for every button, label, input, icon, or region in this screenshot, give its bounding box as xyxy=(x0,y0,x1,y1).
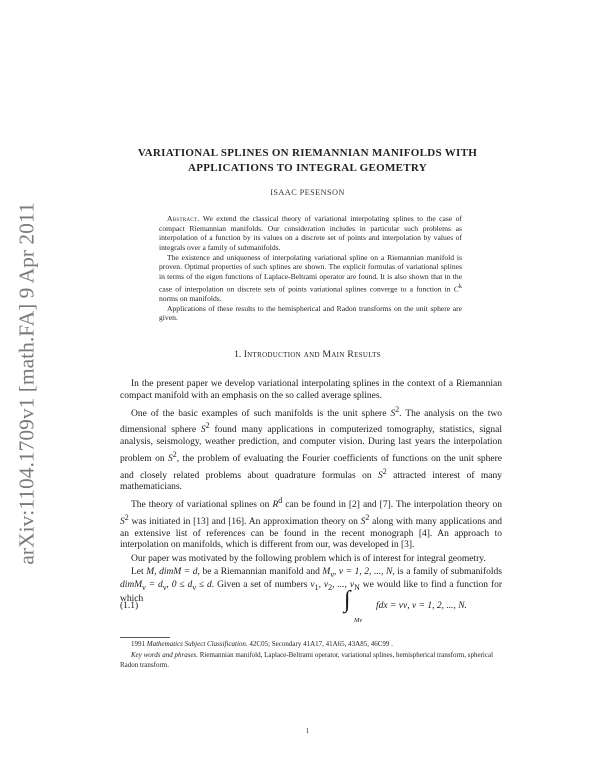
integral-sign: ∫ xyxy=(344,587,351,613)
arxiv-id[interactable]: arXiv:1104.1709v1 [math.FA] 9 Apr 2011 xyxy=(14,201,39,565)
abstract-paragraph-1 xyxy=(159,214,462,252)
body-paragraph-3: The theory of variational splines on $R^d$ can be found in [2] and [7]. The interpolation theory on $S^2$ was initiated in [13] and [16]. An approximation theory on $S^2$ along with many applications and an extensive list of references can be found in the recent monograph [4]. An approach to interpolation on manifolds, which is different from our, was developed in [3]. xyxy=(120,496,503,551)
equation-1-1 xyxy=(120,587,502,629)
footnotes xyxy=(120,639,502,671)
arxiv-stamp xyxy=(12,188,42,578)
abstract-paragraph-3: Applications of these results to the hemispherical and Radon transforms on the unit sphere are given. xyxy=(159,303,462,323)
section-title: Introduction and Main Results xyxy=(243,349,381,360)
abstract-text-1: We extend the classical theory of variational interpolating splines to the case of compact Riemannian manifolds. Our consideration includes in particular such problems as interpolation of a function by its values on a discrete set of points and interpolation by values of integrals over a family of submanifolds. xyxy=(159,214,463,252)
body-text xyxy=(120,379,502,605)
author-name: ISAAC PESENSON xyxy=(270,188,345,197)
integral-subscript: Mν xyxy=(354,617,363,624)
page-number: 1 xyxy=(305,727,310,735)
title-line-1: VARIATIONAL SPLINES ON RIEMANNIAN MANIFOLDS WITH xyxy=(137,147,478,159)
paper-title xyxy=(105,146,510,176)
abstract-text-2-tail: norms on manifolds. xyxy=(159,293,222,303)
footnote-rule xyxy=(120,637,170,638)
body-paragraph-4: Our paper was motivated by the following problem which is of interest for integral geometry. xyxy=(131,553,486,564)
equation-label: (1.1) xyxy=(120,601,139,611)
ck-symbol: C xyxy=(453,284,459,294)
equation-body: fdx = vν, ν = 1, 2, ..., N. xyxy=(376,601,467,611)
section-number: 1. xyxy=(234,349,242,360)
body-paragraph-5: Let M, dimM = d, be a Riemannian manifold and $M_\nu$, ν = 1, 2, ..., N, is a family of submanifolds dimM$_\nu$ = $d_\nu$, $0 \le d_\nu \le d$. Given a set of numbers $v_1$, $v_2$, ..., $v_N$ we would like to find a function for which xyxy=(120,566,503,604)
section-heading xyxy=(105,349,510,360)
footnote-keywords: Key words and phrases. Riemannian manifold, Laplace-Beltrami operator, variational splines, hemispherical transform, spherical Radon transform. xyxy=(120,650,494,669)
abstract xyxy=(159,214,462,323)
footnote-msc: 1991 Mathematics Subject Classification. 42C05; Secondary 41A17, 41A65, 43A85, 46C99 . xyxy=(131,640,393,648)
body-paragraph-2: One of the basic examples of such manifolds is the unit sphere $S^2$. The analysis on the two dimensional sphere $S^2$ found many applications in computerized tomography, statistics, signal analysis, seismology, weather prediction, and computer vision. During last years the interpolation problem on $S^2$, the problem of evaluating the Fourier coefficients of functions on the unit sphere and closely related problems about quadrature formulas on $S^2$ attracted interest of many mathematicians. xyxy=(120,404,503,493)
abstract-label: Abstract. xyxy=(167,214,200,223)
abstract-text-2: The existence and uniqueness of interpolating variational spline on a Riemannian manifold is proven. Optimal properties of such splines are shown. The explicit formulas of variational splines in terms of the eigen functions of Laplace-Beltrami operator are found. It is also shown that in the case of interpolation on discrete sets of points variational splines converge to a function in xyxy=(159,252,462,294)
ck-superscript: k xyxy=(458,282,462,290)
title-line-2: APPLICATIONS TO INTEGRAL GEOMETRY xyxy=(187,162,428,174)
body-paragraph-1: In the present paper we develop variational interpolating splines in the context of a Riemannian compact manifold with an emphasis on the so called average splines. xyxy=(120,379,502,401)
abstract-paragraph-2 xyxy=(159,253,462,304)
